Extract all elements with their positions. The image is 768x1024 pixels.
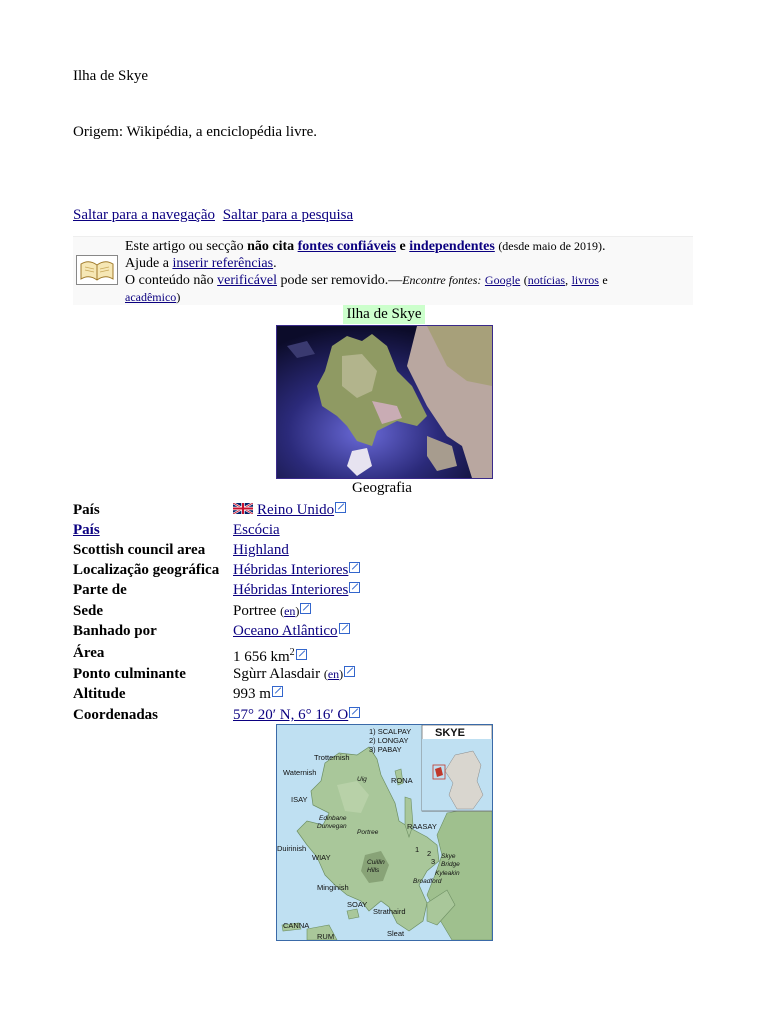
infobox-row-area	[73, 643, 493, 663]
map-title: SKYE	[435, 727, 465, 739]
citation-notice	[73, 236, 693, 305]
help-suffix: .	[273, 256, 277, 271]
external-edit-icon[interactable]	[300, 603, 311, 614]
removal-suffix: pode ser removido.—	[280, 273, 403, 288]
highland-link[interactable]: Highland	[233, 542, 289, 558]
united-kingdom-link[interactable]: Reino Unido	[257, 502, 335, 518]
area-value: 1 656 km	[233, 649, 290, 665]
map-number-2: 2	[427, 849, 432, 858]
map-label-duirinish: Duirinish	[277, 844, 307, 853]
reliable-sources-link[interactable]: fontes confiáveis	[297, 239, 397, 254]
row-label-council-area: Scottish council area	[73, 542, 206, 558]
row-label-country: País	[73, 502, 100, 518]
notice-and-2: e	[602, 273, 608, 287]
map-label-minginish: Minginish	[317, 883, 349, 892]
map-label-waternish: Waternish	[283, 768, 317, 777]
origin-line: Origem: Wikipédia, a enciclopédia livre.	[73, 124, 318, 140]
altitude-value: 993 m	[233, 686, 271, 702]
map-label-rona: RONA	[391, 776, 413, 785]
external-edit-icon[interactable]	[344, 666, 355, 677]
infobox-caption: Ilha de Skye	[343, 305, 425, 324]
row-label-seat: Sede	[73, 603, 103, 619]
infobox-row-part-of	[73, 580, 493, 600]
external-edit-icon[interactable]	[272, 686, 283, 697]
map-label-sleat: Sleat	[387, 929, 405, 938]
document-title: Ilha de Skye	[73, 68, 148, 84]
notice-and: e	[399, 239, 406, 254]
map-label-strathaird: Strathaird	[373, 907, 406, 916]
map-number-3: 3	[431, 857, 436, 866]
infobox-row-country-2	[73, 520, 493, 540]
skip-links	[73, 207, 357, 224]
infobox-row-altitude	[73, 684, 493, 704]
find-sources-label: Encontre fontes:	[402, 273, 482, 287]
area-unit-exponent: 2	[289, 647, 295, 658]
insert-references-link[interactable]: inserir referências	[172, 256, 274, 271]
map-label-cuillin-hills: Cuillin Hills	[367, 859, 385, 874]
en-link[interactable]: en	[327, 667, 340, 681]
books-link[interactable]: livros	[571, 273, 599, 287]
inner-hebrides-link-2[interactable]: Hébridas Interiores	[233, 582, 349, 598]
external-edit-icon[interactable]	[349, 582, 360, 593]
scotland-link[interactable]: Escócia	[233, 522, 280, 538]
map-label-broadford: Broadford	[413, 878, 442, 885]
map-label-trotternish: Trotternish	[314, 753, 350, 762]
country-label-link[interactable]: País	[73, 522, 100, 538]
row-label-bathed-by: Banhado por	[73, 623, 157, 639]
row-label-altitude: Altitude	[73, 686, 126, 702]
map-label-soay: SOAY	[347, 900, 368, 909]
infobox-row-country	[73, 500, 493, 520]
infobox-row-coordinates	[73, 705, 493, 725]
map-label-dunvegan: Dunvegan	[317, 823, 347, 830]
row-label-highest-point: Ponto culminante	[73, 666, 186, 682]
coordinates-link[interactable]: 57° 20′ N, 6° 16′ O	[233, 707, 349, 723]
external-edit-icon[interactable]	[296, 649, 307, 660]
news-link[interactable]: notícias	[527, 273, 566, 287]
book-icon	[76, 255, 118, 285]
notice-sentence-start: Este artigo ou secção	[125, 239, 244, 254]
row-label-location: Localização geográfica	[73, 562, 220, 578]
map-label-rum: RUM	[317, 932, 335, 941]
map-legend-3: 3) PABAY	[369, 745, 402, 754]
row-value-country	[233, 500, 346, 520]
map-label-uig: Uig	[357, 776, 367, 783]
united-kingdom-flag-icon	[233, 500, 253, 511]
satellite-image[interactable]	[276, 325, 493, 479]
infobox-row-highest-point: Ponto culminante Sgùrr Alasdair (en)	[73, 664, 493, 684]
map-label-edinbane: Edinbane	[319, 815, 347, 822]
row-label-part-of: Parte de	[73, 582, 127, 598]
notice-date: (desde maio de 2019)	[498, 239, 602, 253]
atlantic-ocean-link[interactable]: Oceano Atlântico	[233, 623, 338, 639]
map-legend-1: 1) SCALPAY	[369, 727, 412, 736]
external-edit-icon[interactable]	[335, 502, 346, 513]
academic-link[interactable]: acadêmico	[125, 290, 177, 304]
map-label-wiay: WIAY	[312, 853, 331, 862]
external-edit-icon[interactable]	[349, 707, 360, 718]
highest-point-value: Sgùrr Alasdair	[233, 666, 321, 682]
map-label-kyleakin: Kyleakin	[435, 870, 460, 877]
geography-heading: Geografia	[352, 480, 412, 496]
google-link[interactable]: Google	[484, 273, 521, 287]
infobox-row-bathed-by	[73, 621, 493, 641]
independent-sources-link[interactable]: independentes	[409, 239, 495, 254]
removal-prefix: O conteúdo não	[125, 273, 214, 288]
map-label-canna: CANNA	[283, 921, 310, 930]
external-edit-icon[interactable]	[349, 562, 360, 573]
row-label-coordinates: Coordenadas	[73, 707, 159, 723]
notice-period: .	[601, 239, 606, 254]
infobox-row-council-area	[73, 540, 493, 560]
map-label-skye-bridge: Skye Bridge	[441, 853, 460, 868]
external-edit-icon[interactable]	[339, 623, 350, 634]
map-label-isay: ISAY	[291, 795, 308, 804]
help-prefix: Ajude a	[125, 256, 169, 271]
skip-to-navigation-link[interactable]: Saltar para a navegação	[73, 207, 215, 223]
verifiable-link[interactable]: verificável	[217, 273, 278, 288]
skye-location-map[interactable]	[276, 724, 493, 941]
map-label-raasay: RAASAY	[407, 822, 437, 831]
row-label-area: Área	[73, 645, 105, 661]
map-legend-2: 2) LONGAY	[369, 736, 409, 745]
notice-text: Este artigo ou secção não cita fontes confiáveis e independentes (desde maio de 2019). Ajude a inserir referências. O conteúdo não verificável pode ser removido.—Encontre fontes: Google (notícias, livros e acadêmico)	[125, 239, 608, 304]
map-number-1: 1	[415, 845, 420, 854]
infobox-row-location	[73, 560, 493, 580]
en-link[interactable]: en	[284, 604, 296, 618]
skip-to-search-link[interactable]: Saltar para a pesquisa	[222, 207, 354, 223]
map-label-portree: Portree	[357, 829, 379, 836]
inner-hebrides-link[interactable]: Hébridas Interiores	[233, 562, 349, 578]
infobox-row-seat: Sede Portree (en)	[73, 601, 493, 621]
notice-bold-text: não cita	[247, 239, 295, 254]
seat-value: Portree	[233, 603, 277, 619]
